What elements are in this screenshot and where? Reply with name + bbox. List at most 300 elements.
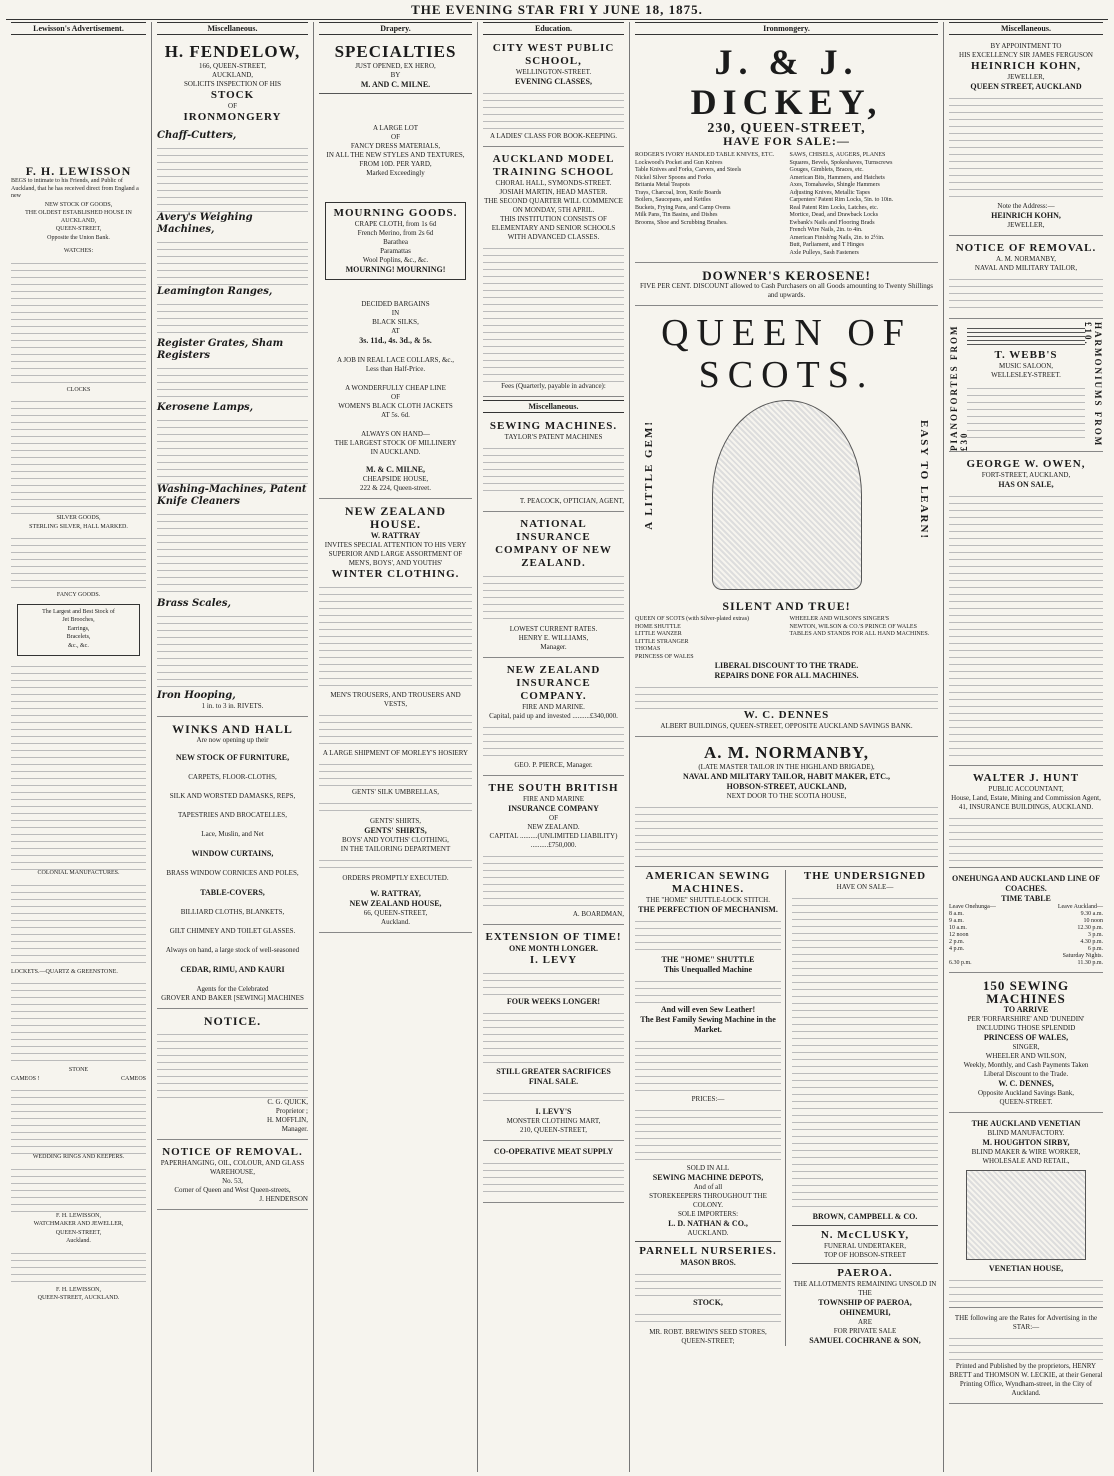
parnell-line: MASON BROS. xyxy=(680,1258,736,1267)
timetable-cell: 6.30 p.m. xyxy=(949,960,972,966)
american-ad xyxy=(635,870,786,1346)
cws-title: CITY WEST PUBLIC SCHOOL, xyxy=(492,42,615,67)
nzi-line: GEO. P. PIERCE, Manager. xyxy=(514,761,593,769)
milne-line: IN AUCKLAND. xyxy=(370,448,421,456)
column-miscellaneous xyxy=(152,22,314,1472)
removal-line: No. 53, xyxy=(222,1177,243,1185)
column-education xyxy=(478,22,630,1472)
scots-item: PRINCESS OF WALES xyxy=(635,653,694,660)
winks-line: WINDOW CURTAINS, xyxy=(191,849,274,858)
winks-line: CEDAR, RIMU, AND KAURI xyxy=(180,965,285,974)
nzhouse-sig: W. RATTRAY, xyxy=(370,889,421,898)
dickey-item: Carpenters' Patent Rim Locks, 5in. to 10in. xyxy=(789,197,894,203)
timetable-cell: 2 p.m. xyxy=(949,939,965,945)
listing-text xyxy=(319,709,472,749)
timetable-cell: 9 a.m. xyxy=(949,918,964,924)
undersigned-title: THE UNDERSIGNED xyxy=(803,870,927,882)
milne-line: AT xyxy=(391,327,400,335)
listing-text xyxy=(157,236,308,286)
winks-title: WINKS AND HALL xyxy=(172,722,293,736)
milne-line: AT 5s. 6d. xyxy=(381,411,410,419)
sb-title: THE SOUTH BRITISH xyxy=(488,782,619,794)
normanby-line: HOBSON-STREET, AUCKLAND, xyxy=(726,782,847,791)
nzhouse-sig: 66, QUEEN-STREET, xyxy=(363,909,428,917)
sewing-sig: T. PEACOCK, OPTICIAN, AGENT, xyxy=(519,497,624,505)
owen-line: FORT-STREET, AUCKLAND, xyxy=(981,471,1071,479)
listing-text xyxy=(635,915,781,955)
dickey-ad xyxy=(635,39,938,263)
nzhouse-line: MEN'S TROUSERS, AND TROUSERS AND VESTS, xyxy=(330,691,461,708)
sb-line: NEW ZEALAND. xyxy=(527,823,580,831)
sewing-title: SEWING MACHINES. xyxy=(489,420,618,432)
amts-line: THIS INSTITUTION CONSISTS OF ELEMENTARY AND SENIOR SCHOOLS WITH ADVANCED CLASSES. xyxy=(491,215,616,241)
scots-item: WHEELER AND WILSON'S SINGER'S xyxy=(789,616,890,622)
normanby-line: (LATE MASTER TAILOR IN THE HIGHLAND BRIGADE), xyxy=(698,763,875,771)
nzi-title: NEW ZEALAND INSURANCE COMPANY. xyxy=(506,664,601,702)
scots-list-left xyxy=(635,616,784,661)
notice-ad xyxy=(157,1012,308,1140)
milne-line: A JOB IN REAL LACE COLLARS, &c., xyxy=(337,356,454,364)
undersigned-ad xyxy=(792,870,938,1346)
column-lewisson xyxy=(6,22,152,1472)
timetable-row xyxy=(949,939,1103,946)
listing-text xyxy=(949,812,1103,862)
milne-line: FANCY DRESS MATERIALS, xyxy=(350,142,441,150)
scots-item: THOMAS xyxy=(635,646,661,652)
listing-text xyxy=(11,1084,146,1154)
milne-ad xyxy=(319,39,472,499)
notice-sig: C. G. QUICK, xyxy=(267,1098,308,1106)
listing-text xyxy=(11,395,146,515)
notice-sig: Manager. xyxy=(281,1125,308,1133)
winks-line: Always on hand, a large stock of well-seasoned xyxy=(165,946,300,954)
fendelow-name: H. FENDELOW, xyxy=(164,42,301,61)
amts-line: Fees (Quarterly, payable in advance): xyxy=(501,382,606,390)
sewing150-line: WHEELER AND WILSON, xyxy=(985,1052,1067,1060)
winks-line: Are now opening up their xyxy=(196,736,269,744)
removal-line: PAPERHANGING, OIL, COLOUR, AND GLASS WAREHOUSE, xyxy=(160,1159,305,1176)
cws-line: A LADIES' CLASS FOR BOOK-KEEPING. xyxy=(489,132,618,140)
listing-text xyxy=(949,273,1103,313)
removal2-line: A. M. NORMANBY, xyxy=(996,255,1056,263)
fendelow-avery: Avery's Weighing Machines, xyxy=(157,212,253,235)
nzhouse-line: INVITES SPECIAL ATTENTION TO HIS VERY SUPERIOR AND LARGE ASSORTMENT OF xyxy=(324,541,467,558)
listing-text xyxy=(483,1157,624,1197)
dickey-name: J. & J. DICKEY, xyxy=(690,42,883,122)
listing-text xyxy=(483,721,624,761)
timetable-cell: 9.30 a.m. xyxy=(1080,911,1103,917)
ext-line: ONE MONTH LONGER. xyxy=(508,944,599,953)
rates-ad xyxy=(949,1311,1103,1404)
mccluskey-line: TOP OF HOBSON-STREET xyxy=(823,1251,907,1259)
webb-side-left: PIANOFORTES FROM £30 xyxy=(949,324,969,451)
listing-text xyxy=(483,87,624,132)
listing-text xyxy=(157,1028,308,1098)
lewisson-fancy: FANCY GOODS. xyxy=(56,592,101,598)
onehunga-head: Leave Onehunga— xyxy=(949,904,996,910)
sewing150-line: TO ARRIVE xyxy=(1003,1005,1049,1014)
listing-text xyxy=(157,142,308,212)
kohn-line: Note the Address:— xyxy=(997,202,1055,210)
lewisson-stock: NEW STOCK OF GOODS, xyxy=(44,201,113,208)
hunt-line: 41, INSURANCE BUILDINGS, AUCKLAND. xyxy=(958,803,1094,811)
scots-item: TABLES AND STANDS FOR ALL HAND MACHINES. xyxy=(789,631,930,637)
milne-name: M. AND C. MILNE. xyxy=(360,80,431,89)
milne-line: IN ALL THE NEW STYLES AND TEXTURES, xyxy=(326,151,465,159)
fendelow-addr: 166, QUEEN-STREET, xyxy=(199,62,266,70)
american-line: AUCKLAND. xyxy=(687,1229,729,1237)
fendelow-stock: STOCK xyxy=(210,89,255,101)
onehunga-ad xyxy=(949,871,1103,973)
sb-ad xyxy=(483,779,624,925)
timetable-row xyxy=(949,918,1103,925)
kohn-name: HEINRICH KOHN, xyxy=(971,60,1081,72)
american-line: THE "HOME" SHUTTLE-LOCK STITCH. xyxy=(646,896,770,904)
dickey-item: Brooms, Shoe and Scrubbing Brushes. xyxy=(635,219,728,226)
winks-line: GROVER AND BAKER [SEWING] MACHINES xyxy=(161,994,304,1002)
milne-line: CHEAPSIDE HOUSE, xyxy=(362,475,429,483)
levy-line: MONSTER CLOTHING MART, xyxy=(506,1117,601,1125)
dickey-list-left xyxy=(635,152,784,257)
undersigned-line: BROWN, CAMPBELL & CO. xyxy=(812,1212,918,1221)
dickey-have: HAVE FOR SALE:— xyxy=(723,134,850,148)
dickey-item: Buckets, Frying Pans, and Camp Ovens xyxy=(635,204,731,211)
nzhouse-line: BOYS' AND YOUTHS' CLOTHING, xyxy=(342,836,449,844)
lewisson-colonial: COLONIAL MANUFACTURES. xyxy=(37,870,120,876)
lewisson-stone: STONE xyxy=(68,1067,89,1073)
parnell-title: PARNELL NURSERIES. xyxy=(639,1245,777,1257)
fendelow-solicits: SOLICITS INSPECTION OF HIS xyxy=(183,80,282,88)
winks-line: TAPESTRIES AND BROCATELLES, xyxy=(178,811,287,819)
owen-ad xyxy=(949,455,1103,766)
timetable-cell: 10 noon xyxy=(1083,918,1103,924)
dickey-item: Boilers, Saucepans, and Kettles xyxy=(635,197,711,203)
american-line: SOLD IN ALL xyxy=(686,1164,730,1172)
fendelow-leam: Leamington Ranges, xyxy=(157,286,273,297)
venetian-line: M. HOUGHTON SIRBY, xyxy=(982,1138,1070,1147)
mourning-line: CRAPE CLOTH, from 1s 6d xyxy=(354,220,437,228)
dickey-item: Gouges, Gimblets, Braces, etc. xyxy=(789,167,864,173)
mccluskey-line: FUNERAL UNDERTAKER, xyxy=(824,1242,906,1250)
paeroa-line: ARE xyxy=(858,1318,872,1326)
listing-text xyxy=(483,850,624,910)
milne-specs: SPECIALTIES xyxy=(334,42,457,61)
lewisson-watches: WATCHES: xyxy=(63,248,94,254)
milne-line: A LARGE LOT xyxy=(372,124,419,132)
lewisson-wedding: WEDDING RINGS AND KEEPERS. xyxy=(32,1154,125,1160)
scots-repairs: REPAIRS DONE FOR ALL MACHINES. xyxy=(714,671,859,680)
nzhouse-name: W. RATTRAY xyxy=(370,531,421,540)
listing-text xyxy=(483,967,624,997)
nzhouse-line: ORDERS PROMPTLY EXECUTED. xyxy=(342,874,449,882)
american-line: SOLE IMPORTERS: xyxy=(677,1210,739,1218)
column-header: Ironmongery. xyxy=(635,22,938,35)
notice-title: NOTICE. xyxy=(203,1014,262,1028)
kohn-line: QUEEN STREET, AUCKLAND xyxy=(970,82,1082,91)
jet-box-item: Earrings, xyxy=(67,625,90,632)
milne-line: Marked Exceedingly xyxy=(366,169,425,177)
levy-line: 210, QUEEN-STREET, xyxy=(520,1126,587,1134)
webb-line: MUSIC SALOON, xyxy=(998,362,1054,370)
sb-line: CAPITAL ..........(UNLIMITED LIABILITY) ..........£750,000. xyxy=(489,832,618,849)
lewisson-opp: Opposite the Union Bank. xyxy=(47,234,110,241)
natl-title: NATIONAL INSURANCE COMPANY OF NEW ZEALAND. xyxy=(495,518,612,569)
fendelow-kero: Kerosene Lamps, xyxy=(157,402,254,413)
dickey-item: Axle Pulleys, Sash Fasteners xyxy=(789,249,859,256)
sb-line: FIRE AND MARINE xyxy=(522,795,585,803)
owen-line: HAS ON SALE, xyxy=(998,480,1054,489)
column-header: Drapery. xyxy=(319,22,472,35)
milne-line: BLACK SILKS, xyxy=(372,318,419,326)
timetable-cell: 11.30 p.m. xyxy=(1077,960,1103,966)
removal2-title: NOTICE OF REMOVAL. xyxy=(955,242,1097,254)
fendelow-ad xyxy=(157,39,308,717)
hunt-ad xyxy=(949,769,1103,868)
venetian-line: BLIND MANUFACTORY. xyxy=(987,1129,1065,1137)
mourning-title: MOURNING GOODS. xyxy=(333,207,458,219)
removal2-ad xyxy=(949,239,1103,319)
dickey-list-right xyxy=(790,152,939,257)
winks-line: Agents for the Celebrated xyxy=(196,985,269,993)
nzhouse-line: IN THE TAILORING DEPARTMENT xyxy=(340,845,451,853)
listing-text xyxy=(483,570,624,625)
lewisson-sig: F. H. LEWISSON, xyxy=(55,1286,102,1293)
listing-text xyxy=(11,660,146,870)
fendelow-hoop: Iron Hooping, xyxy=(157,690,236,701)
lewisson-sig: Auckland. xyxy=(66,1238,91,1244)
timetable-cell: 12.30 p.m. xyxy=(1077,925,1103,931)
lewisson-house: THE OLDEST ESTABLISHED HOUSE IN AUCKLAND, xyxy=(25,210,132,224)
sewing150-title: 150 SEWING MACHINES xyxy=(982,978,1070,1006)
column-miscellaneous-right xyxy=(944,22,1108,1472)
american-line: STOREKEEPERS THROUGHOUT THE COLONY. xyxy=(649,1192,767,1209)
lewisson-silver2: STERLING SILVER, HALL MARKED. xyxy=(29,523,128,530)
listing-text xyxy=(635,975,781,1005)
milne-line: BY xyxy=(390,71,401,79)
american-title: AMERICAN SEWING MACHINES. xyxy=(645,870,771,895)
amts-line: CHORAL HALL, SYMONDS-STREET. xyxy=(495,179,612,187)
venetian-ad xyxy=(949,1116,1103,1308)
listing-text xyxy=(157,362,308,402)
column-header: Miscellaneous. xyxy=(949,22,1103,35)
winks-line: Lace, Muslin, and Net xyxy=(201,830,264,838)
listing-text xyxy=(319,758,472,788)
natl-line: Manager. xyxy=(540,643,567,651)
lewisson-sig: QUEEN-STREET, AUCKLAND. xyxy=(37,1295,120,1301)
fendelow-of: OF xyxy=(228,102,237,110)
american-line: This Unequalled Machine xyxy=(663,965,752,974)
listing-text xyxy=(319,797,472,817)
hunt-line: PUBLIC ACCOUNTANT, xyxy=(988,785,1064,793)
dickey-item: American Finish'ng Nails, 2in. to 2½in. xyxy=(789,234,885,241)
queen-portrait-engraving xyxy=(712,400,862,590)
parnell-line: MR. ROBT. BREWIN'S SEED STORES, xyxy=(649,1328,767,1336)
dickey-item: Mortice, Dead, and Drawback Locks xyxy=(789,212,879,218)
cws-ad xyxy=(483,39,624,147)
printed-line: Printed and Published by the proprietors, HENRY BRETT and THOMSON W. LECKIE, at their General Printing Office, Wyndham-street, in the City of Auckland. xyxy=(949,1362,1103,1397)
scots-ad xyxy=(635,309,938,737)
natl-ad xyxy=(483,515,624,658)
fendelow-iron: IRONMONGERY xyxy=(183,111,282,123)
timetable-row xyxy=(949,953,1103,960)
nzhouse-line: MEN'S, BOYS', AND YOUTHS' xyxy=(348,559,443,567)
levy-ad xyxy=(483,928,624,1141)
listing-text xyxy=(319,854,472,874)
listing-text xyxy=(11,532,146,592)
kohn-line: HEINRICH KOHN, xyxy=(991,211,1061,220)
sewing150-line: QUEEN-STREET. xyxy=(999,1098,1053,1106)
scots-item: NEWTON, WILSON & CO.'S PRINCE OF WALES xyxy=(789,623,917,630)
scots-left: A LITTLE GEM! xyxy=(643,420,655,530)
notice-sig: H. MOFFLIN, xyxy=(266,1116,308,1124)
sewing150-line: Liberal Discount to the Trade. xyxy=(983,1070,1069,1078)
amts-line: THE SECOND QUARTER WILL COMMENCE ON MONDAY, 5TH APRIL. xyxy=(484,197,623,214)
natl-line: LOWEST CURRENT RATES. xyxy=(509,625,598,633)
music-staff-icon xyxy=(967,325,1085,347)
scots-liberal: LIBERAL DISCOUNT TO THE TRADE. xyxy=(714,661,859,670)
dickey-item: Axes, Tomahawks, Shingle Hammers xyxy=(789,182,880,188)
dickey-item: Squares, Bevels, Spokeshaves, Turnscrews xyxy=(789,159,893,166)
column-ironmongery xyxy=(630,22,944,1472)
listing-text xyxy=(635,1268,781,1298)
fendelow-grates: Register Grates, Sham Registers xyxy=(157,338,284,361)
milne-line: M. & C. MILNE, xyxy=(365,465,426,474)
levy-line: FOUR WEEKS LONGER! xyxy=(506,997,601,1006)
downer-ad xyxy=(635,266,938,306)
lewisson-name: F. H. LEWISSON xyxy=(25,164,132,178)
lewisson-sig: WATCHMAKER AND JEWELLER, xyxy=(33,1221,124,1227)
fendelow-hoop2: 1 in. to 3 in. RIVETS. xyxy=(201,702,264,710)
dickey-item: French Wire Nails, 2in. to 4in. xyxy=(789,227,863,233)
dickey-item: Ewbank's Nails and Flooring Brads xyxy=(789,219,875,226)
paeroa-line: THE ALLOTMENTS REMAINING UNSOLD IN THE xyxy=(793,1280,937,1297)
coop-title: CO-OPERATIVE MEAT SUPPLY xyxy=(493,1147,614,1156)
listing-text xyxy=(792,892,938,1212)
timetable-row xyxy=(949,911,1103,918)
natl-line: HENRY E. WILLIAMS, xyxy=(518,634,589,642)
listing-text xyxy=(949,1274,1103,1302)
timetable-cell: 10 a.m. xyxy=(949,925,967,931)
kohn-line: BY APPOINTMENT TO xyxy=(990,42,1062,50)
winks-line: SILK AND WORSTED DAMASKS, REPS, xyxy=(169,792,296,800)
sewing150-ad xyxy=(949,976,1103,1113)
column-drapery xyxy=(314,22,478,1472)
listing-text xyxy=(11,1247,146,1287)
nzhouse-sig: NEW ZEALAND HOUSE, xyxy=(349,899,442,908)
dickey-item: SAWS, CHISELS, AUGERS, PLANES xyxy=(789,152,886,158)
mccluskey-name: N. McCLUSKY, xyxy=(820,1229,910,1241)
lewisson-cameos xyxy=(11,1076,146,1084)
jet-box-item: &c., &c. xyxy=(68,642,89,649)
american-line: And will even Sew Leather! xyxy=(660,1005,756,1014)
lewisson-clocks: CLOCKS xyxy=(66,386,91,393)
cws-line: EVENING CLASSES, xyxy=(515,77,592,86)
cws-line: WELLINGTON-STREET. xyxy=(515,68,592,76)
lewisson-lockets: LOCKETS.—QUARTZ & GREENSTONE. xyxy=(11,968,118,975)
milne-line: DECIDED BARGAINS xyxy=(361,300,430,308)
nzhouse-winter: WINTER CLOTHING. xyxy=(331,568,460,580)
fendelow-brass: Brass Scales, xyxy=(157,598,232,609)
removal-sig: J. HENDERSON xyxy=(259,1195,308,1203)
listing-text xyxy=(483,242,624,382)
lewisson-intro: BEGS to intimate to his Friends, and Public of Auckland, that he has received direct from England a new xyxy=(11,178,139,199)
timetable-cell: 12 noon xyxy=(949,932,969,938)
removal2-line: NAVAL AND MILITARY TAILOR, xyxy=(974,264,1078,272)
sewing150-line: Weekly, Monthly, and Cash Payments Taken xyxy=(963,1061,1089,1069)
nzhouse-line: GENTS' SHIRTS, xyxy=(364,826,427,835)
scots-right: EASY TO LEARN! xyxy=(918,420,930,541)
dickey-item: American Bits, Hammers, and Hatchets xyxy=(789,174,885,181)
winks-line: NEW STOCK OF FURNITURE, xyxy=(175,753,290,762)
lewisson-sig: F. H. LEWISSON, xyxy=(55,1212,102,1219)
scots-item: LITTLE WANZER xyxy=(635,631,682,637)
nzi-line: Capital, paid up and invested ..........£340,000. xyxy=(489,712,618,720)
dickey-addr: 230, QUEEN-STREET, xyxy=(707,121,866,136)
mourning-line: MOURNING! MOURNING! xyxy=(345,265,446,274)
dickey-item: Britania Metal Teapots xyxy=(635,182,690,188)
coop-ad xyxy=(483,1144,624,1203)
dickey-item: Lockwood's Pocket and Gun Knives xyxy=(635,159,723,166)
sewing150-line: W. C. DENNES, xyxy=(998,1079,1054,1088)
sewing150-line: PER 'FORFARSHIRE' AND 'DUNEDIN' xyxy=(967,1015,1085,1023)
hunt-line: House, Land, Estate, Mining and Commission Agent, xyxy=(951,794,1101,802)
column-header: Education. xyxy=(483,22,624,35)
downer-title: DOWNER'S KEROSENE! xyxy=(702,268,871,283)
dickey-item: Butt, Parliament, and T Hinges xyxy=(789,242,864,248)
removal-line: Corner of Queen and West Queen-streets, xyxy=(174,1186,291,1194)
levy-line: I. LEVY'S xyxy=(535,1107,572,1116)
scots-list-right xyxy=(790,616,939,661)
timetable-cell: 3 p.m. xyxy=(1087,932,1103,938)
kohn-line: JEWELLER, xyxy=(1007,221,1045,229)
section-header: Miscellaneous. xyxy=(483,400,624,413)
sewing150-line: PRINCESS OF WALES, xyxy=(983,1033,1069,1042)
american-line: The Best Family Sewing Machine in the Market. xyxy=(640,1015,776,1034)
kohn-line: JEWELLER, xyxy=(1007,73,1045,81)
amts-title: AUCKLAND MODEL TRAINING SCHOOL xyxy=(492,153,615,178)
listing-text xyxy=(483,1087,624,1107)
removal-ad xyxy=(157,1143,308,1210)
onehunga-rows xyxy=(949,911,1103,967)
owen-name: GEORGE W. OWEN, xyxy=(966,458,1086,470)
scots-item: HOME SHUTTLE xyxy=(635,623,681,630)
timetable-row xyxy=(949,925,1103,932)
amts-line: JOSIAH MARTIN, HEAD MASTER. xyxy=(499,188,608,196)
timetable-cell: Saturday Nights. xyxy=(1062,953,1103,959)
dickey-item: Trays, Charcoal, Iron, Knife Boards xyxy=(635,189,722,196)
listing-text xyxy=(157,414,308,484)
milne-line: A WONDERFULLY CHEAP LINE xyxy=(345,384,446,392)
sb-sig: A. BOARDMAN, xyxy=(572,910,624,918)
milne-line: WOMEN'S BLACK CLOTH JACKETS xyxy=(338,402,453,410)
listing-text xyxy=(967,382,1085,438)
milne-line: ALWAYS ON HAND— xyxy=(361,430,430,438)
normanby-ad xyxy=(635,740,938,867)
nzi-ad xyxy=(483,661,624,776)
paeroa-line: FOR PRIVATE SALE xyxy=(833,1327,897,1335)
milne-line: JUST OPENED, EX HERO, xyxy=(355,62,436,70)
winks-line: TABLE-COVERS, xyxy=(200,888,265,897)
milne-line: 3s. 11d., 4s. 3d., & 5s. xyxy=(359,336,432,345)
venetian-line: VENETIAN HOUSE, xyxy=(988,1264,1064,1273)
listing-text xyxy=(483,1007,624,1067)
listing-text xyxy=(157,610,308,690)
listing-text xyxy=(949,490,1103,760)
paeroa-line: TOWNSHIP OF PAEROA, OHINEMURI, xyxy=(818,1298,912,1317)
listing-text xyxy=(11,1163,146,1213)
sewing-line: TAYLOR'S PATENT MACHINES xyxy=(504,433,603,441)
lewisson-street: QUEEN-STREET, xyxy=(55,226,102,232)
